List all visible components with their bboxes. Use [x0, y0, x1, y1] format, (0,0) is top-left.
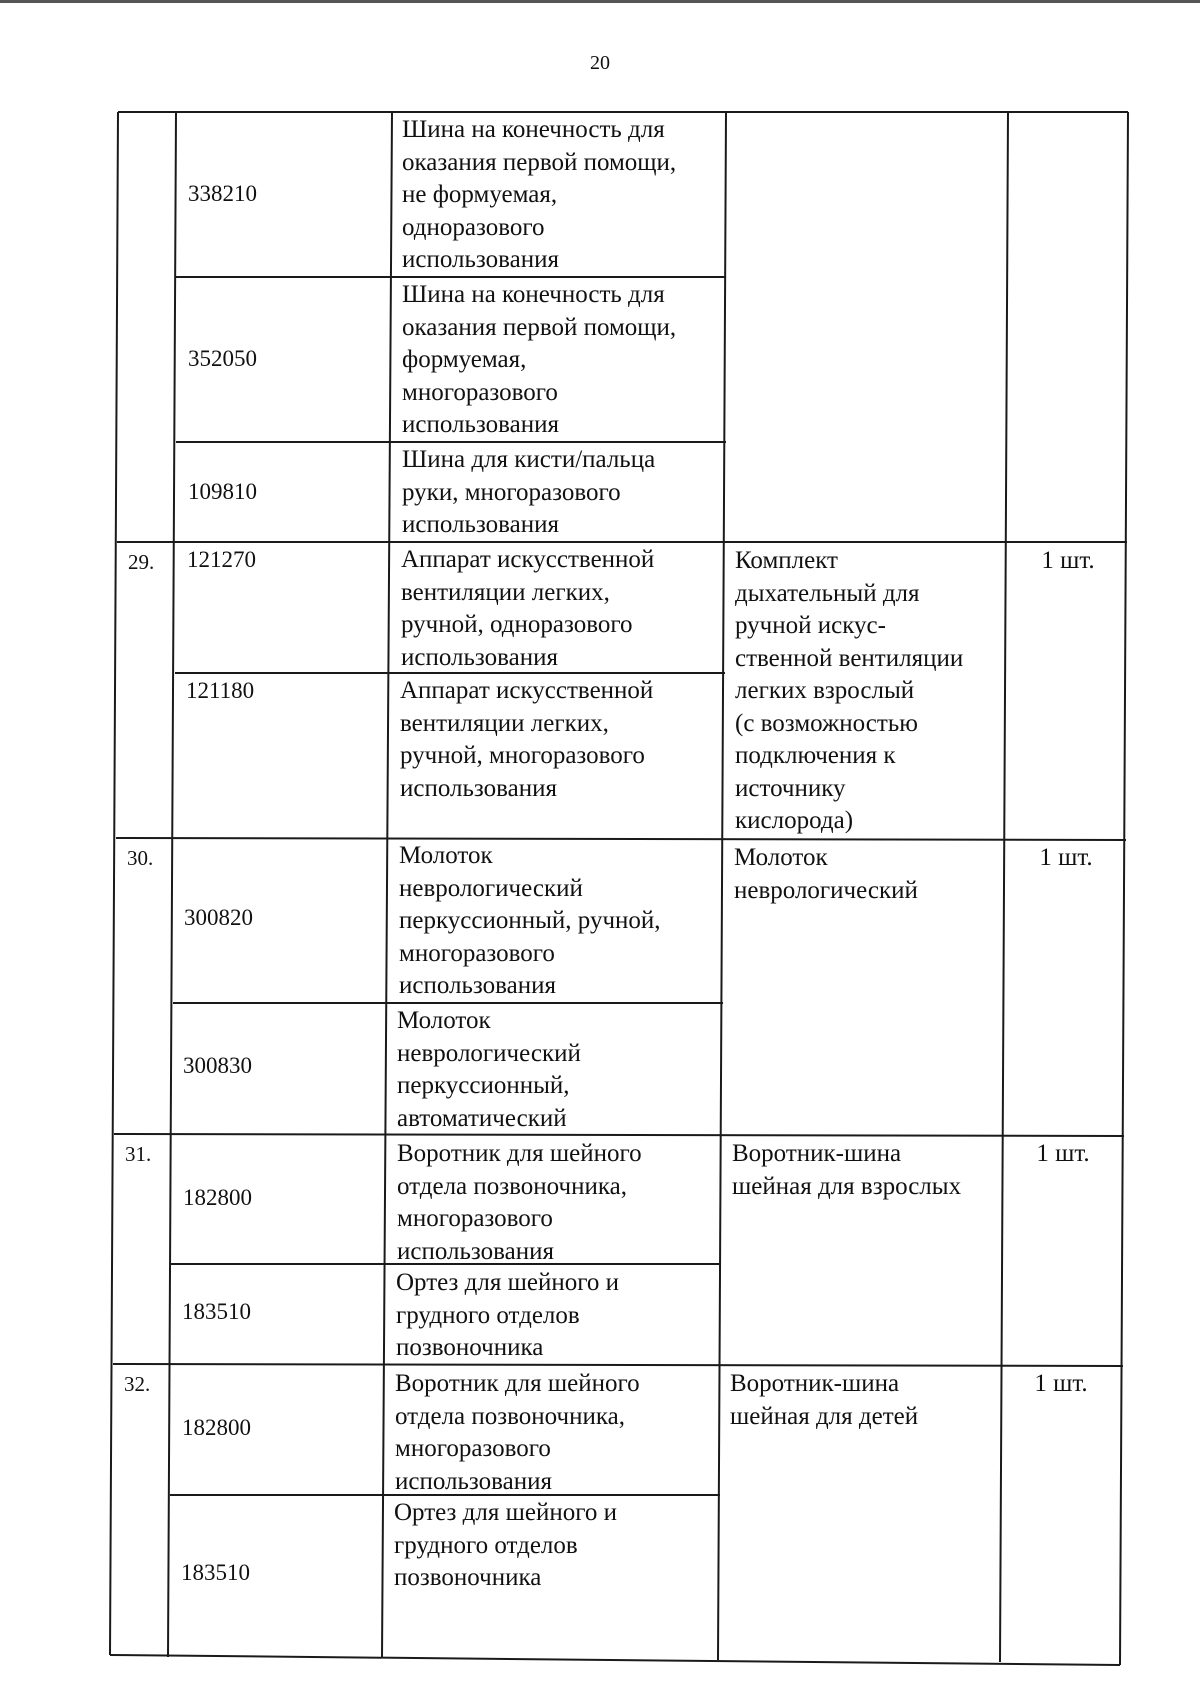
- row-number: 32.: [124, 1372, 151, 1396]
- quantity: 1 шт.: [1039, 844, 1093, 871]
- column-divider-1: [168, 112, 176, 1657]
- item-code: 183510: [181, 1560, 250, 1585]
- row-number: 31.: [125, 1142, 152, 1166]
- item-code: 338210: [188, 181, 257, 206]
- item-code: 300820: [184, 905, 253, 930]
- table-border-right: [1120, 112, 1128, 1665]
- row-number: 30.: [127, 846, 154, 870]
- quantity: 1 шт.: [1041, 547, 1095, 574]
- product-name: Комплект дыхательный для ручной искус- ственной вентиляции легких взрослый (с возможностью подключения к источнику кислорода): [735, 547, 964, 834]
- item-name: Шина на конечность для оказания первой помощи, формуемая, многоразового использования: [402, 281, 677, 438]
- table-border-bottom: [110, 1655, 1120, 1665]
- quantity: 1 шт.: [1034, 1370, 1088, 1397]
- item-code: 182800: [182, 1415, 251, 1440]
- page-number: 20: [590, 52, 610, 74]
- row-separator-31: [114, 1134, 1124, 1136]
- table-border-left: [110, 112, 118, 1655]
- row-number: 29.: [128, 550, 155, 574]
- item-name: Аппарат искусственной вентиляции легких, ручной, одноразового использования: [401, 546, 655, 671]
- item-name: Шина на конечность для оказания первой помощи, не формуемая, одноразового использования: [402, 116, 677, 273]
- column-divider-4: [1000, 112, 1008, 1662]
- quantity: 1 шт.: [1036, 1140, 1090, 1167]
- product-name: Воротник-шина шейная для детей: [730, 1370, 919, 1430]
- item-name: Воротник для шейного отдела позвоночника, многоразового использования: [397, 1140, 642, 1265]
- column-divider-2: [382, 112, 392, 1658]
- column-divider-3: [718, 112, 726, 1660]
- item-name: Воротник для шейного отдела позвоночника, многоразового использования: [395, 1370, 640, 1495]
- item-name: Шина для кисти/пальца руки, многоразового использования: [402, 446, 656, 538]
- item-name: Молоток неврологический перкуссионный, автоматический: [397, 1007, 581, 1132]
- item-code: 300830: [183, 1053, 252, 1078]
- item-name: Молоток неврологический перкуссионный, ручной, многоразового использования: [399, 842, 661, 999]
- item-code: 182800: [183, 1185, 252, 1210]
- item-code: 109810: [188, 479, 257, 504]
- item-code: 121270: [187, 547, 256, 572]
- item-code: 352050: [188, 346, 257, 371]
- item-name: Ортез для шейного и грудного отделов позвоночника: [394, 1499, 617, 1591]
- product-name: Воротник-шина шейная для взрослых: [732, 1140, 962, 1200]
- item-code: 183510: [182, 1299, 251, 1324]
- item-name: Ортез для шейного и грудного отделов позвоночника: [396, 1269, 619, 1361]
- item-name: Аппарат искусственной вентиляции легких, ручной, многоразового использования: [400, 677, 654, 802]
- product-name: Молоток неврологический: [734, 844, 918, 904]
- item-code: 121180: [186, 678, 255, 703]
